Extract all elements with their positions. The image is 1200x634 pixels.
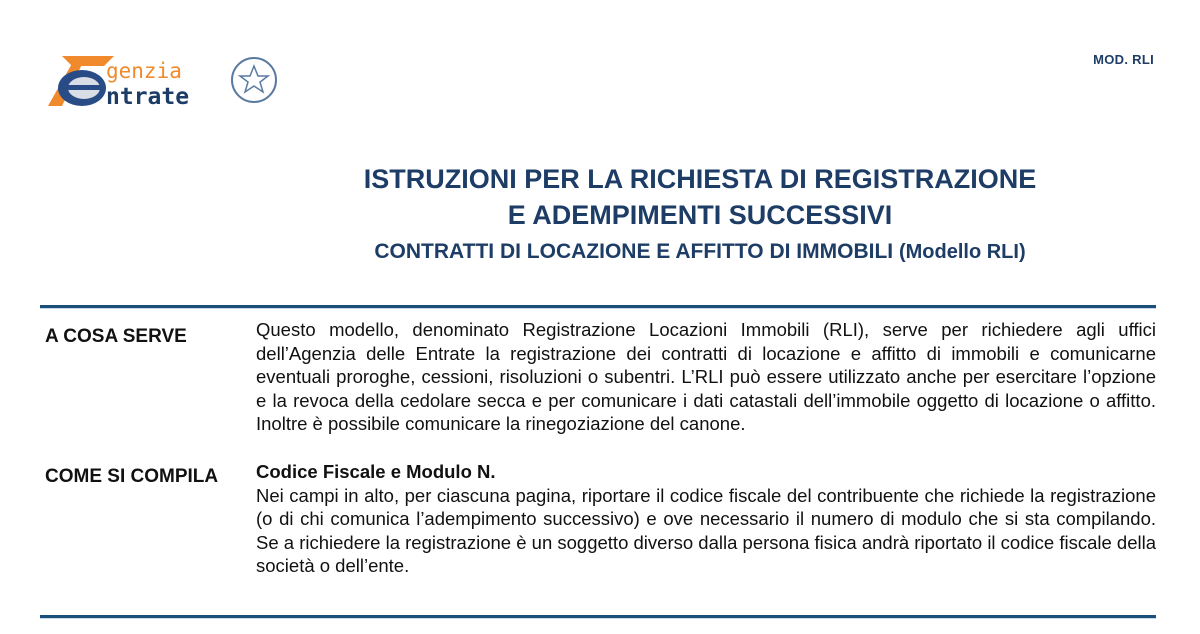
section-text <box>256 460 1156 578</box>
svg-text:genzia: genzia <box>106 59 182 83</box>
subtitle-main: CONTRATTI DI LOCAZIONE E AFFITTO DI IMMOBILI <box>374 240 894 263</box>
section-label: A COSA SERVE <box>45 326 187 347</box>
svg-text:ntrate: ntrate <box>106 84 190 110</box>
subtitle-suffix: (Modello RLI) <box>898 241 1026 263</box>
divider <box>40 615 1156 619</box>
section-subtitle: Codice Fiscale e Modulo N. <box>256 461 496 482</box>
paragraph: Questo modello, denominato Registrazione Locazioni Immobili (RLI), serve per richiedere agli uffici dell’Agenzia delle Entrate la registrazione dei contratti di locazione e affitto di immobili e comunicarne eventuali proroghe, cessioni, risoluzioni o subentri. L’RLI può essere utilizzato anche per esercitare l’opzione e la revoca della cedolare secca e per comunicare i dati catastali dell’immobile oggetto di locazione o affitto. Inoltre è possibile comunicare la rinegoziazione del canone. <box>256 319 1156 435</box>
title-line-2: E ADEMPIMENTI SUCCESSIVI <box>507 200 893 230</box>
divider <box>40 305 1156 309</box>
title-line-1: ISTRUZIONI PER LA RICHIESTA DI REGISTRAZIONE <box>363 164 1037 194</box>
section-label: COME SI COMPILA <box>45 466 219 487</box>
paragraph: Nei campi in alto, per ciascuna pagina, riportare il codice fiscale del contribuente che richiede la registrazione (o di chi comunica l’adempimento successivo) e ove necessario il numero di modulo che si sta compilando. Se a richiedere la registrazione è un soggetto diverso dalla persona fisica andrà riportato il codice fiscale della società o dell’ente. <box>256 484 1156 577</box>
form-code: MOD. RLI <box>1093 52 1154 67</box>
agenzia-entrate-logo <box>44 52 279 110</box>
subtitle <box>0 240 1200 264</box>
section-text <box>256 318 1156 436</box>
